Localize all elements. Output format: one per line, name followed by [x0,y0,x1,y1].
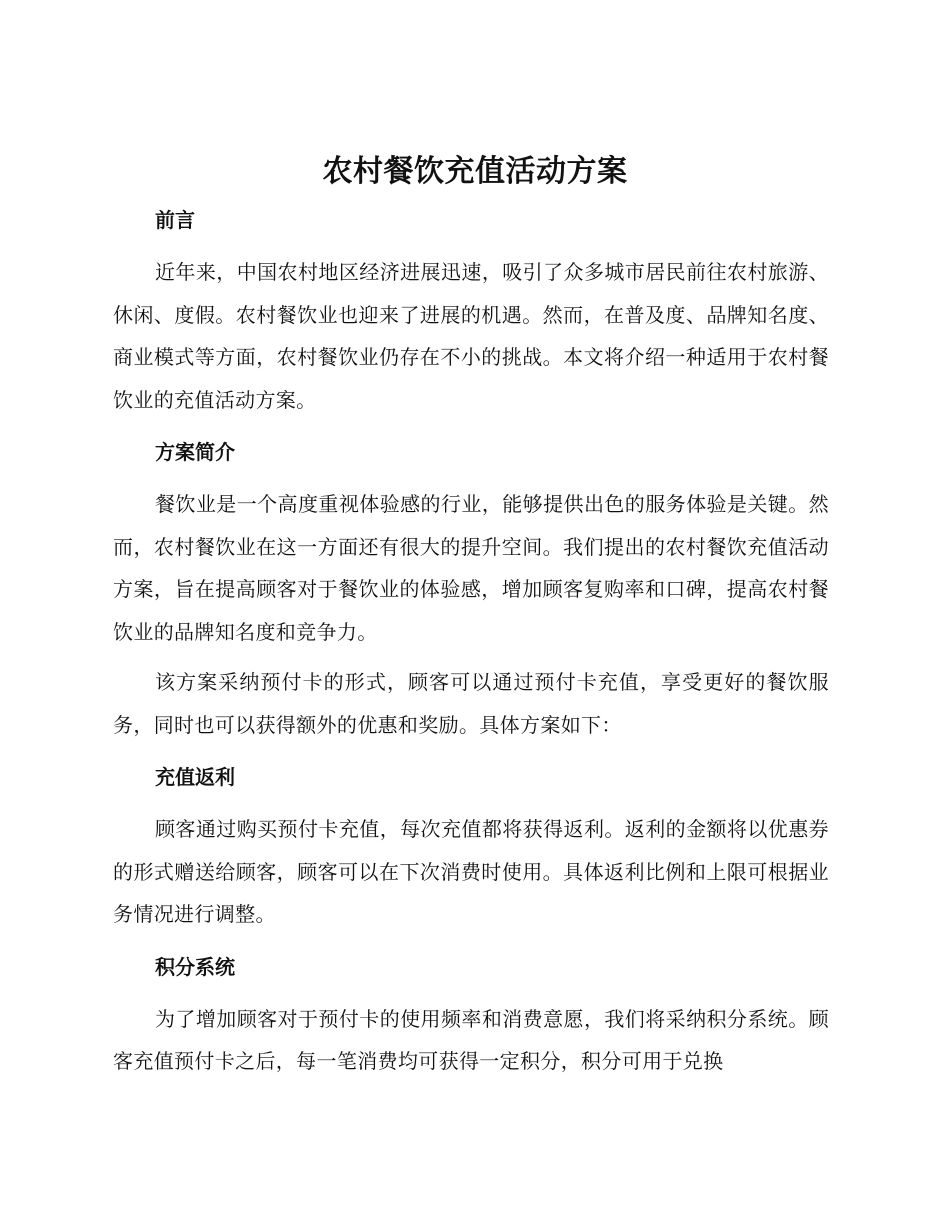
document-body [113,197,829,1091]
paragraph-plan-overview-1: 餐饮业是一个高度重视体验感的行业，能够提供出色的服务体验是关键。然而，农村餐饮业在这一方面还有很大的提升空间。我们提出的农村餐饮充值活动方案，旨在提高顾客对于餐饮业的体验感，增加顾客复购率和口碑，提高农村餐饮业的品牌知名度和竞争力。 [113,492,829,644]
section-heading-points-system: 积分系统 [155,954,235,979]
section-heading-plan-overview: 方案简介 [155,440,235,464]
paragraph-recharge-rebate: 顾客通过购买预付卡充值，每次充值都将获得返利。返利的金额将以优惠券的形式赠送给顾客，顾客可以在下次消费时使用。具体返利比例和上限可根据业务情况进行调整。 [113,817,829,926]
document-title: 农村餐饮充值活动方案 [322,154,628,189]
paragraph-preface: 近年来，中国农村地区经济进展迅速，吸引了众多城市居民前往农村旅游、休闲、度假。农村餐饮业也迎来了进展的机遇。然而，在普及度、品牌知名度、商业模式等方面，农村餐饮业仍存在不小的挑战。本文将介绍一种适用于农村餐饮业的充值活动方案。 [113,260,829,412]
section-heading-recharge-rebate: 充值返利 [155,765,235,789]
paragraph-plan-overview-2: 该方案采纳预付卡的形式，顾客可以通过预付卡充值，享受更好的餐饮服务，同时也可以获得额外的优惠和奖励。具体方案如下： [113,670,829,737]
paragraph-points-system: 为了增加顾客对于预付卡的使用频率和消费意愿，我们将采纳积分系统。顾客充值预付卡之后，每一笔消费均可获得一定积分，积分可用于兑换 [113,1006,829,1073]
section-heading-preface: 前言 [155,208,195,232]
